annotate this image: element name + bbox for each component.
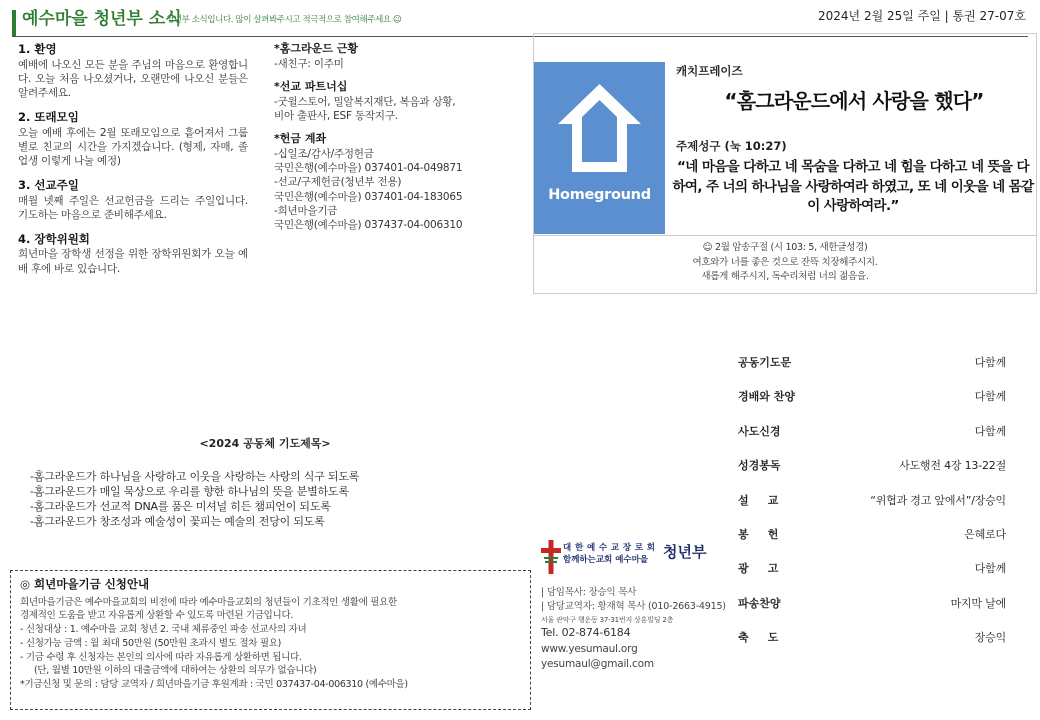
order-item: 봉 헌	[738, 527, 779, 541]
memory-verse-line: 새롭게 해주시지, 독수리처럼 너의 젊음을.	[701, 271, 869, 283]
order-row	[738, 459, 1006, 493]
scripture-text: “네 마음을 다하고 네 목숨을 다하고 네 힘을 다하고 네 뜻을 다하여, 주 너의 하나님을 사랑하여라 하였고, 또 네 이웃을 네 몸같이 사랑하여라.”	[672, 159, 1034, 215]
announcements	[18, 42, 248, 286]
info-line: 국민은행(예수마을) 037401-04-049871	[274, 162, 463, 175]
order-value: 다함께	[974, 356, 1006, 369]
prayer-item: -홈그라운드가 매일 묵상으로 우리를 향한 하나님의 뜻을 분별하도록	[30, 484, 349, 498]
order-value: 마지막 날에	[950, 596, 1006, 610]
fund-line: *기금신청 및 문의 : 담당 교역자 / 희년마을기금 후원계좌 : 국민 037437-04-006310 (예수마을)	[20, 679, 408, 691]
header-accent-bar	[12, 10, 16, 36]
prayer-item: -홈그라운드가 하나님을 사랑하고 이웃을 사랑하는 사랑의 식구 되도록	[30, 470, 360, 483]
announcement-item	[18, 42, 248, 100]
church-website: www.yesumaul.org	[541, 642, 638, 655]
announcement-title: 4. 장학위원회	[18, 231, 90, 246]
minister: | 담당교역자: 황재혁 목사 (010-2663-4915)	[541, 601, 726, 613]
fund-line: - 신청대상 : 1. 예수마을 교회 청년 2. 국내 체류중인 파송 선교사의 자녀	[20, 624, 307, 636]
catchphrase-label: 캐치프레이즈	[676, 64, 743, 78]
announcement-item	[18, 110, 248, 168]
church-email: yesumaul@gmail.com	[541, 658, 654, 671]
church-denomination: 대 한 예 수 교 장 로 회	[563, 543, 656, 553]
fund-info-box	[10, 570, 531, 710]
memory-verse-line: 여호와가 너를 좋은 것으로 잔뜩 치장해주시지.	[692, 256, 878, 268]
house-icon	[554, 80, 645, 180]
order-item: 성경봉독	[738, 459, 781, 473]
order-row	[738, 390, 1006, 424]
announcement-item	[18, 178, 248, 222]
announcement-body: 예배에 나오신 모든 분을 주님의 마음으로 환영합니다. 오늘 처음 나오셨거나, 오랜만에 나오신 분들은 알려주세요.	[18, 58, 248, 99]
announcement-body: 오늘 예배 후에는 2월 또래모임으로 흩어져서 그룹별로 친교의 시간을 가지겠습니다. (형제, 자매, 졸업생 이렇게 나눌 예정)	[18, 126, 248, 167]
church-department: 청년부	[663, 543, 707, 561]
scripture-label: 주제성구 (눅 10:27)	[676, 139, 787, 153]
issue-date: 2024년 2월 25일 주일 | 통권 27-07호	[818, 9, 1026, 23]
cross-icon	[541, 540, 561, 574]
order-item: 광 고	[738, 562, 779, 576]
order-row	[738, 597, 1006, 631]
info-line: 비아 출판사, ESF 동작지구.	[274, 110, 398, 123]
order-value: 장승익	[974, 631, 1006, 645]
order-value: 은혜로다	[964, 527, 1006, 541]
order-value: 다함께	[974, 424, 1006, 438]
order-row	[738, 425, 1006, 459]
prayer-item: -홈그라운드가 창조성과 예술성이 꽃피는 예술의 전당이 되도록	[30, 514, 325, 528]
prayer-title: <2024 공동체 기도제목>	[199, 437, 331, 450]
order-row	[738, 356, 1006, 390]
church-address: 서울 관악구 행운동 37-31번지 상훈빌딩 2층	[541, 615, 674, 624]
info-line: -굿윌스토어, 밀알복지재단, 복음과 상황,	[274, 95, 456, 108]
order-item: 경배와 찬양	[738, 390, 795, 404]
announcement-title: 2. 또래모임	[18, 110, 79, 125]
fund-line: 희년마을기금은 예수마을교회의 비전에 따라 예수마을교회의 청년들이 기초적인 생활에 필요한	[20, 596, 397, 608]
prayer-item: -홈그라운드가 선교적 DNA를 품은 미셔널 히든 챔피언이 되도록	[30, 499, 331, 513]
church-contact	[541, 586, 741, 673]
info-title: *홈그라운드 근황	[274, 42, 358, 55]
church-name: 함께하는교회 예수마을	[563, 555, 649, 565]
order-value: “위협과 경고 앞에서”/장승익	[870, 493, 1006, 507]
info-column	[274, 42, 524, 241]
info-block-mission	[274, 80, 524, 123]
announcement-title: 1. 환영	[18, 42, 57, 56]
info-block-offering-accounts	[274, 132, 524, 232]
logo-text: Homeground	[548, 187, 651, 204]
order-row	[738, 494, 1006, 528]
info-block-homeground	[274, 42, 524, 71]
homeground-logo	[534, 62, 665, 234]
catchphrase-text: “홈그라운드에서 사랑을 했다”	[724, 89, 984, 113]
info-line: -새친구: 이주미	[274, 57, 344, 70]
info-title: *헌금 계좌	[274, 132, 327, 146]
prayer-list	[30, 470, 520, 529]
order-item: 파송찬양	[738, 596, 781, 610]
order-row	[738, 631, 1006, 665]
info-title: *선교 파트너십	[274, 80, 348, 94]
announcement-body: 매월 넷째 주일은 선교헌금을 드리는 주일입니다. 기도하는 마음으로 준비해주세요.	[18, 194, 248, 221]
announcement-title: 3. 선교주일	[18, 178, 79, 193]
order-value: 다함께	[974, 562, 1006, 576]
info-line: -십일조/감사/주정헌금	[274, 148, 374, 161]
order-item: 설 교	[738, 493, 779, 507]
fund-line: (단, 월별 10만원 이하의 대출금액에 대하여는 상환의 의무가 없습니다)	[34, 665, 317, 677]
memory-verse-line: ☺ 2월 암송구절 (시 103: 5, 새한글성경)	[702, 242, 868, 253]
fund-line: 경제적인 도움을 받고 자유롭게 상환할 수 있도록 마련된 기금입니다.	[20, 610, 294, 622]
fund-line: - 신청가능 금액 : 월 최대 50만원 (50만원 초과시 별도 절차 필요)	[20, 637, 282, 649]
info-line: -희년마을기금	[274, 204, 338, 217]
order-item: 공동기도문	[738, 356, 792, 369]
announcement-item	[18, 232, 248, 276]
newsletter-subtitle: 청년부 소식입니다. 많이 살펴봐주시고 적극적으로 참여해주세요 ☺	[166, 15, 402, 25]
order-item: 사도신경	[738, 424, 781, 438]
order-item: 축 도	[738, 631, 779, 645]
fund-title: ◎ 희년마을기금 신청안내	[20, 577, 150, 591]
info-line: 국민은행(예수마을) 037401-04-183065	[274, 190, 463, 203]
order-of-worship	[738, 356, 1006, 666]
order-value: 사도행전 4장 13-22절	[899, 459, 1006, 473]
newsletter-title: 예수마을 청년부 소식	[22, 9, 182, 29]
info-line: 국민은행(예수마을) 037437-04-006310	[274, 218, 463, 231]
info-line: -선교/구제헌금(청년부 전용)	[274, 176, 402, 189]
order-row	[738, 528, 1006, 562]
announcement-body: 희년마을 장학생 선정을 위한 장학위원회가 오늘 예배 후에 바로 있습니다.	[18, 248, 248, 275]
fund-line: - 기금 수령 후 신청자는 본인의 의사에 따라 자유롭게 상환하면 됩니다.	[20, 651, 302, 663]
memory-verse	[533, 236, 1037, 294]
senior-pastor: | 담임목사: 장승익 목사	[541, 587, 637, 598]
order-value: 다함께	[974, 390, 1006, 404]
church-phone: Tel. 02-874-6184	[541, 626, 631, 639]
order-row	[738, 562, 1006, 596]
